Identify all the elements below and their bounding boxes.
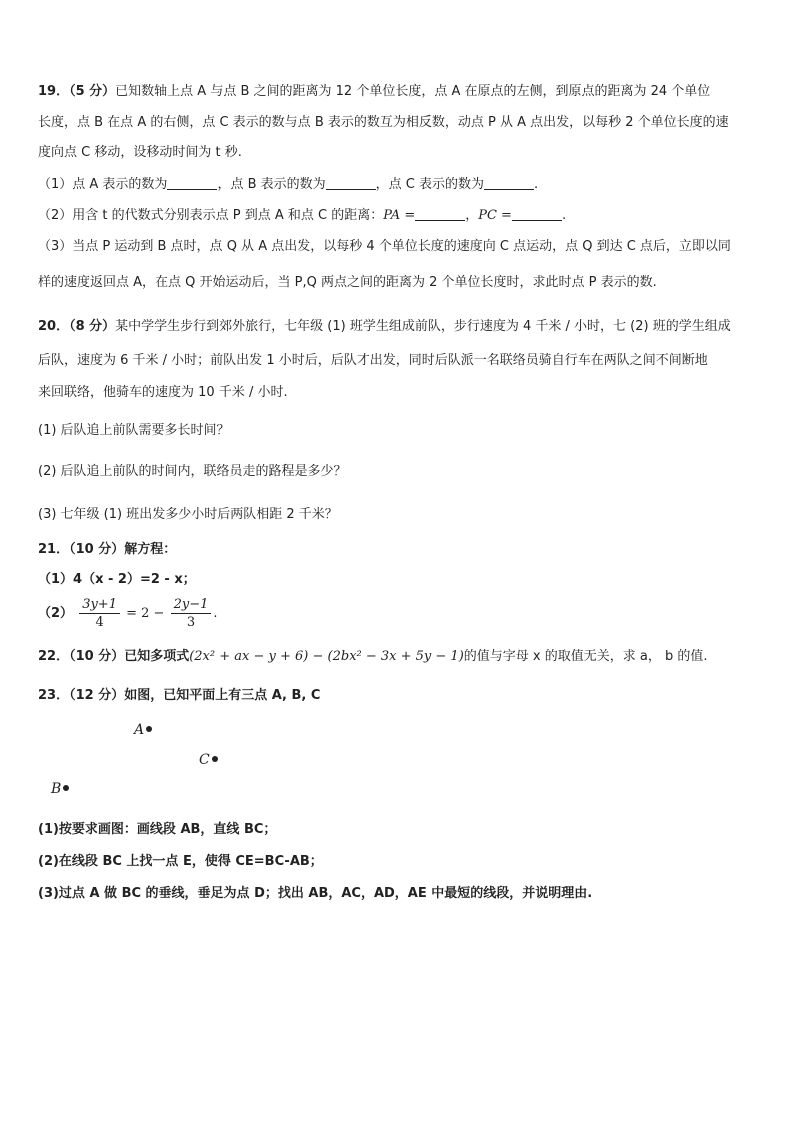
q22-minus: − (308, 649, 328, 664)
q21-head: 21．（10 分）解方程： (38, 542, 177, 557)
q23-sub1: (1)按要求画图：画线段 AB，直线 BC； (38, 822, 277, 837)
q20-line2: 后队，速度为 6 千米 / 小时；前队出发 1 小时后，后队才出发，同时后队派一名联络员骑自行车在两队之间不间断地 (38, 353, 708, 368)
q22-expr2: (2bx² − 3x + 5y − 1) (327, 649, 464, 664)
q19-part3-line1: （3）当点 P 运动到 B 点时，点 Q 从 A 点出发，以每秒 4 个单位长度的速度向 C 点运动，点 Q 到达 C 点后，立即以同 (38, 239, 731, 254)
q19-head: 19．（5 分） (38, 84, 116, 99)
q19-line3: 度向点 C 移动，设移动时间为 t 秒. (38, 145, 242, 160)
q21-eq2-middle: = 2 − (126, 606, 165, 621)
point-b-label: B (51, 781, 62, 797)
q23-sub2: (2)在线段 BC 上找一点 E，使得 CE=BC-AB； (38, 854, 323, 869)
q20-sub3: (3) 七年级 (1) 班出发多少小时后两队相距 2 千米？ (38, 507, 338, 522)
q23-head: 23．（12 分）如图，已知平面上有三点 A, B, C (38, 688, 321, 703)
q22-line (38, 647, 708, 667)
q22-expr1: (2x² + ax − y + 6) (189, 649, 309, 664)
q19-part1-d: . (533, 177, 539, 192)
fraction-2-numerator: 2y−1 (171, 596, 212, 614)
fraction-2-denominator: 3 (186, 615, 196, 630)
answer-blank-a[interactable] (167, 175, 217, 190)
q19-part2 (38, 206, 566, 226)
point-b-dot (63, 785, 69, 791)
answer-blank-pa[interactable] (415, 206, 465, 221)
answer-blank-b[interactable] (326, 175, 376, 190)
point-c (199, 752, 218, 768)
q19-part2-a: （2）用含 t 的代数式分别表示点 P 到点 A 和点 C 的距离： (38, 208, 384, 223)
q20-line1 (38, 317, 731, 337)
fraction-2 (171, 596, 212, 631)
q19-part1-a: （1）点 A 表示的数为 (38, 177, 168, 192)
answer-blank-pc[interactable] (512, 206, 562, 221)
q23-sub3: (3)过点 A 做 BC 的垂线，垂足为点 D；找出 AB，AC，AD，AE 中最短的线段，并说明理由. (38, 886, 593, 901)
q19-part1-b: ，点 B 表示的数为 (217, 177, 326, 192)
q21-eq2 (38, 596, 218, 631)
q19-part2-end: . (561, 208, 567, 223)
q20-sub1: (1) 后队追上前队需要多长时间？ (38, 423, 230, 438)
fraction-1-denominator: 4 (95, 615, 104, 630)
q20-text-1: 某中学学生步行到郊外旅行，七年级 (1) 班学生组成前队，步行速度为 4 千米 / 小时，七 (2) 班的学生组成 (115, 319, 731, 334)
q19-line1 (38, 82, 710, 102)
q20-head: 20．（8 分） (38, 319, 116, 334)
point-c-dot (212, 756, 218, 762)
point-a-label: A (134, 722, 145, 738)
q19-line2: 长度，点 B 在点 A 的右侧，点 C 表示的数与点 B 表示的数互为相反数，动点 P 从 A 点出发，以每秒 2 个单位长度的速 (38, 115, 729, 130)
q20-sub2: (2) 后队追上前队的时间内，联络员走的路程是多少？ (38, 464, 347, 479)
point-b (51, 781, 69, 797)
point-c-label: C (199, 752, 210, 768)
pc-label: PC = (478, 208, 512, 223)
q21-eq2-label: （2） (38, 606, 74, 621)
q19-text-1: 已知数轴上点 A 与点 B 之间的距离为 12 个单位长度，点 A 在原点的左侧，到原点的距离为 24 个单位 (115, 84, 711, 99)
answer-blank-c[interactable] (484, 175, 534, 190)
fraction-1 (79, 596, 120, 631)
q19-part1 (38, 175, 538, 195)
q22-tail: 的值与字母 x 的取值无关，求 a， b 的值. (463, 649, 708, 664)
point-a-dot (146, 726, 152, 732)
pa-label: PA = (383, 208, 416, 223)
fraction-1-numerator: 3y+1 (79, 596, 120, 614)
q19-part3-line2: 样的速度返回点 A，在点 Q 开始运动后，当 P,Q 两点之间的距离为 2 个单位长度时，求此时点 P 表示的数. (38, 275, 657, 290)
point-a (134, 722, 152, 738)
q20-line3: 来回联络，他骑车的速度为 10 千米 / 小时. (38, 385, 288, 400)
q21-eq1: （1）4（x - 2）=2 - x； (38, 572, 196, 587)
q21-eq2-end: . (213, 606, 218, 621)
q22-head: 22．（10 分）已知多项式 (38, 649, 190, 664)
q19-part1-c: ，点 C 表示的数为 (375, 177, 484, 192)
q19-part2-sep: ， (465, 208, 479, 223)
